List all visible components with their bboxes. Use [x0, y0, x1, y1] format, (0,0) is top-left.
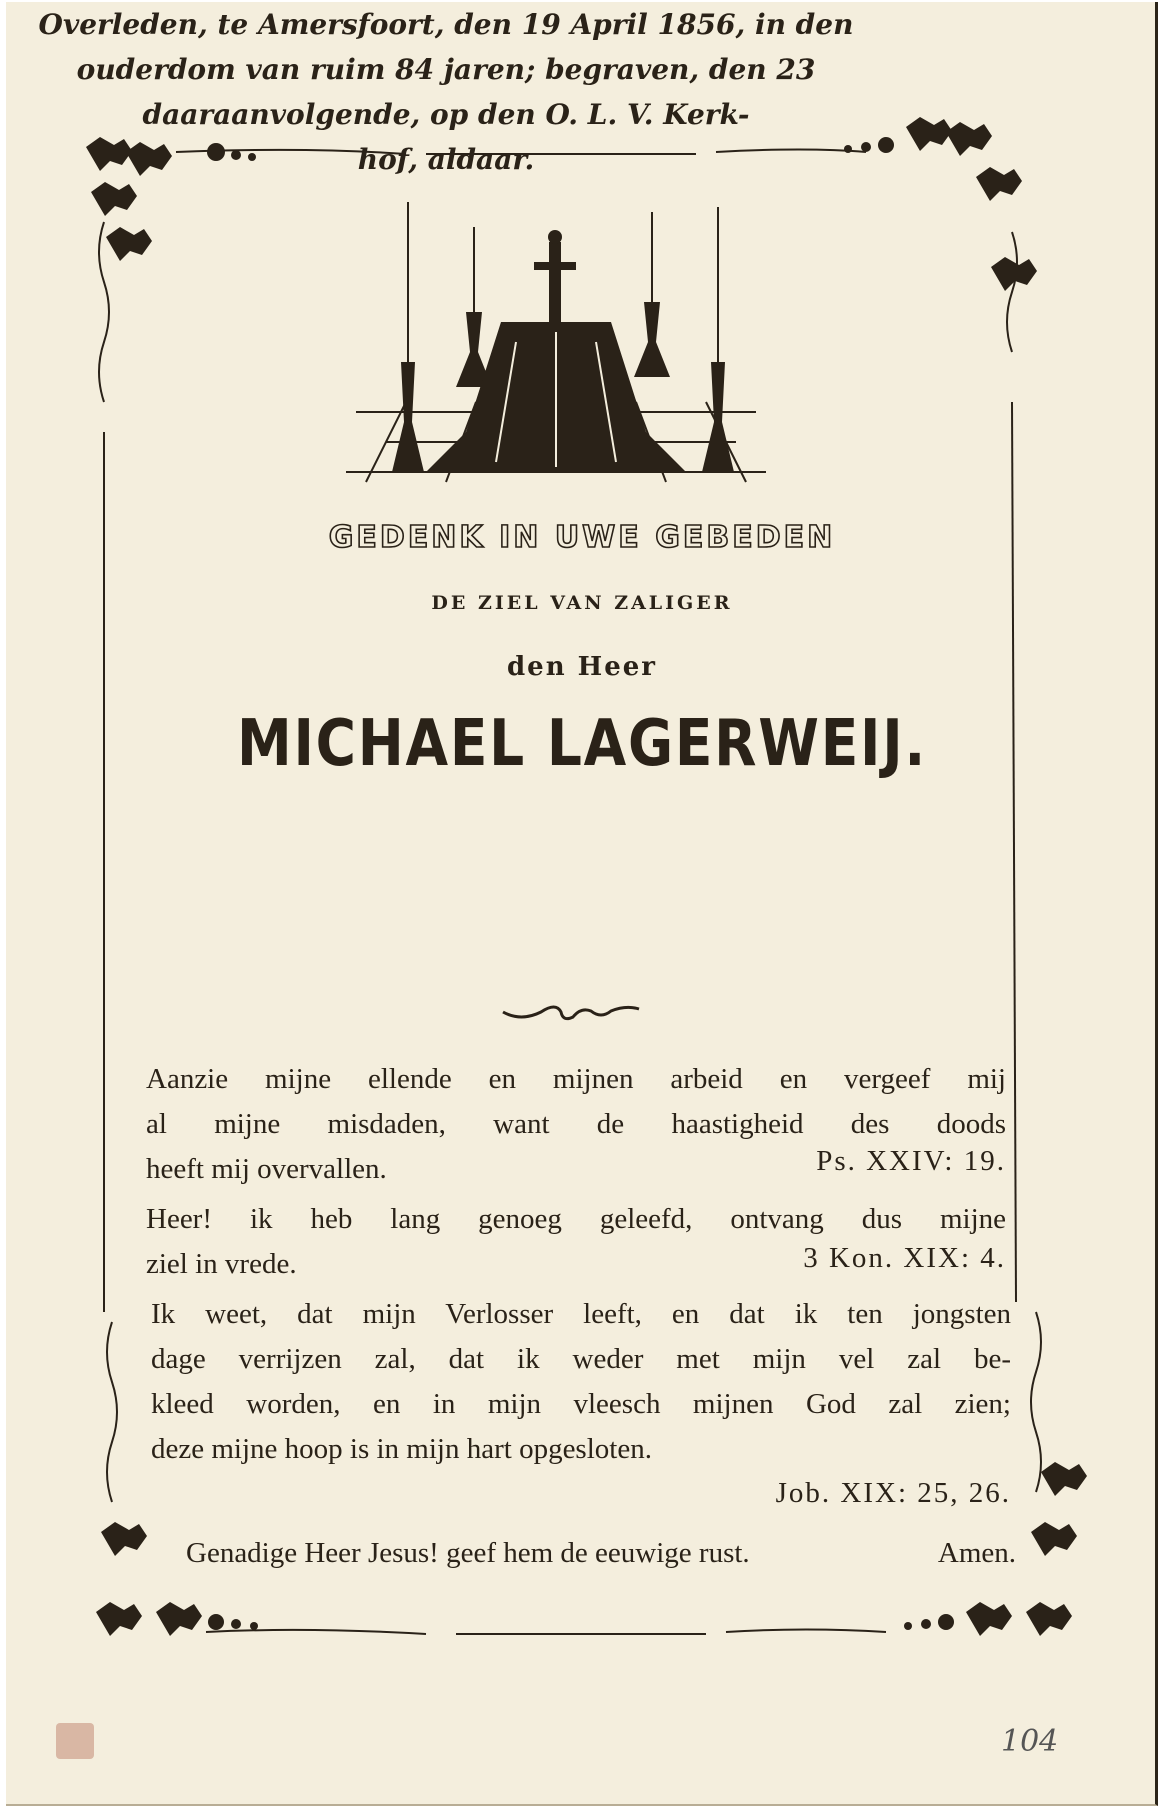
subheading: DE ZIEL VAN ZALIGER: [431, 592, 733, 614]
title-prefix: den Heer: [506, 652, 658, 682]
verse-line: Ik weet, dat mijn Verlosser leeft, en dat ik ten jongsten: [151, 1298, 1011, 1330]
verse-3-reference: Job. XIX: 25, 26.: [775, 1477, 1011, 1509]
verse-line: deze mijne hoop is in mijn hart opgesloten.: [151, 1433, 652, 1465]
scroll-flourish-icon: [501, 997, 641, 1027]
closing-prayer: Genadige Heer Jesus! geef hem de eeuwige rust.: [186, 1537, 750, 1569]
verse-3: [151, 1292, 1011, 1472]
death-line: daaraanvolgende, op den O. L. V. Kerk-: [142, 98, 750, 131]
verse-2-reference: 3 Kon. XIX: 4.: [803, 1242, 1006, 1274]
death-line: ouderdom van ruim 84 jaren; begraven, den 23: [76, 53, 816, 86]
verse-line: ziel in vrede.: [146, 1248, 297, 1280]
verse-line: Aanzie mijne ellende en mijnen arbeid en vergeef mij: [146, 1063, 1006, 1095]
death-line: hof, aldaar.: [357, 143, 535, 176]
heading: GEDENK IN UWE GEBEDEN: [328, 520, 836, 555]
verse-1-reference: Ps. XXIV: 19.: [816, 1145, 1006, 1177]
closing-amen: Amen.: [937, 1537, 1016, 1569]
altar-illustration-icon: [346, 202, 766, 492]
verse-line: kleed worden, en in mijn vleesch mijnen God zal zien;: [151, 1388, 1011, 1420]
verse-line: Heer! ik heb lang genoeg geleefd, ontvang dus mijne: [146, 1203, 1006, 1235]
deceased-name: MICHAEL LAGERWEIJ.: [236, 707, 928, 781]
memorial-card: [6, 2, 1158, 1806]
verse-line: dage verrijzen zal, dat ik weder met mijn vel zal be-: [151, 1343, 1011, 1375]
death-line: Overleden, te Amersfoort, den 19 April 1856, in den: [38, 8, 854, 41]
collection-stamp-icon: [56, 1723, 94, 1759]
verse-line: heeft mij overvallen.: [146, 1153, 387, 1185]
handwritten-number: 104: [1001, 1724, 1059, 1759]
verse-line: al mijne misdaden, want de haastigheid des doods: [146, 1108, 1006, 1140]
